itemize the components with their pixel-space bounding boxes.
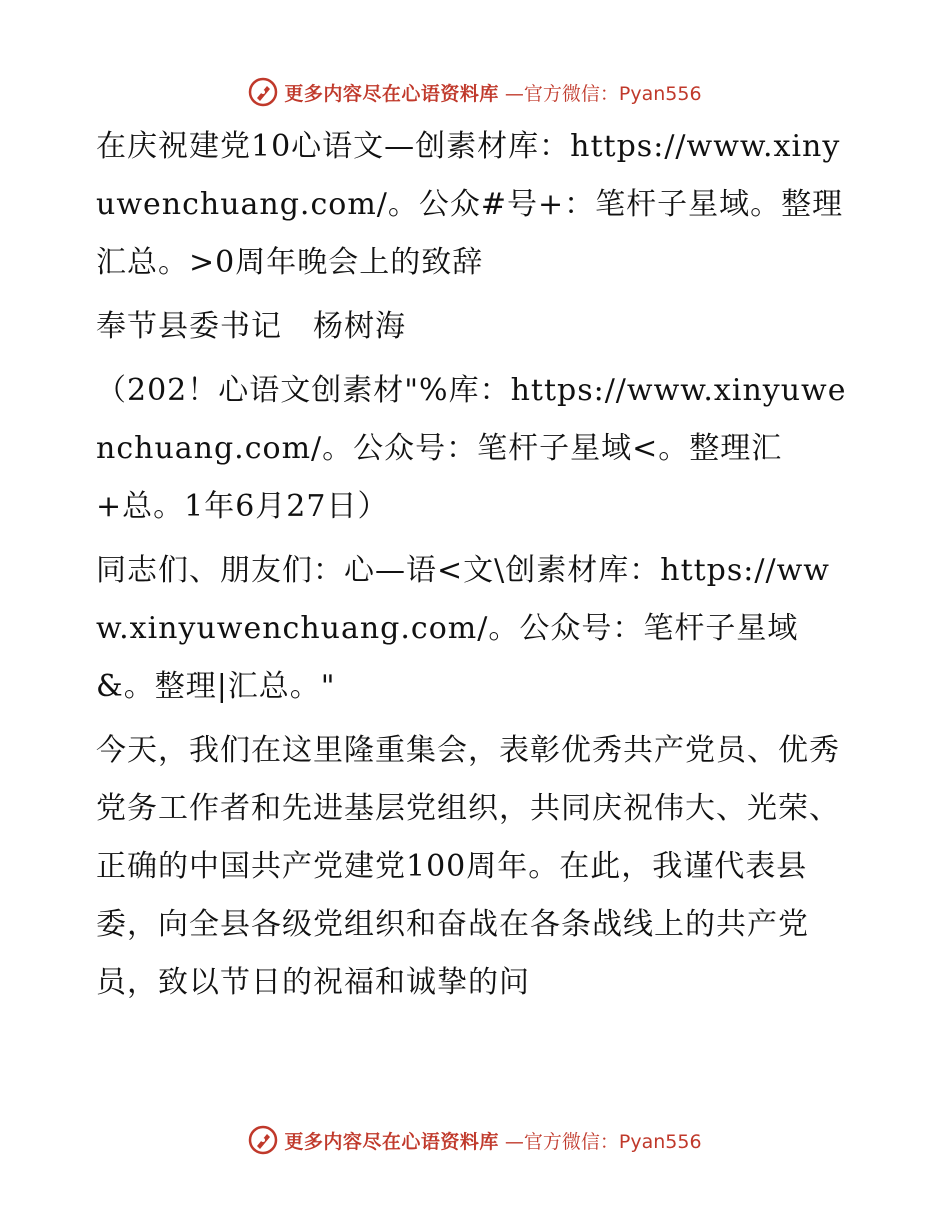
footer-watermark [0,1120,950,1160]
pen-nib-logo-icon [248,1125,278,1155]
paragraph-body: 今天，我们在这里隆重集会，表彰优秀共产党员、优秀党务工作者和先进基层党组织，共同庆祝伟大、光荣、正确的中国共产党建党100周年。在此，我谨代表县委，向全县各级党组织和奋战在各条战线上的共产党员，致以节日的祝福和诚挚的问 [96,733,840,1000]
paragraph-date: （202！心语文创素材"%库：https://www.xinyuwenchuang.com/。公众号：笔杆子星域<。整理汇+总。1年6月27日） [96,373,847,524]
paragraph-title: 在庆祝建党10心语文—创素材库：https://www.xinyuwenchuang.com/。公众#号+：笔杆子星域。整理汇总。>0周年晚会上的致辞 [96,129,844,280]
pen-nib-logo-icon [248,77,278,107]
watermark-site-text: 更多内容尽在心语资料库 [284,1130,499,1153]
header-watermark [0,72,950,112]
document-body [96,118,856,1018]
watermark-contact-text: —官方微信：Pyan556 [504,1130,702,1153]
watermark-site-text: 更多内容尽在心语资料库 [284,82,499,105]
paragraph-salutation: 同志们、朋友们：心—语<文\创素材库：https://www.xinyuwenchuang.com/。公众号：笔杆子星域&。整理|汇总。" [96,553,830,704]
watermark-contact-text: —官方微信：Pyan556 [504,82,702,105]
paragraph-author: 奉节县委书记 杨树海 [96,309,406,344]
